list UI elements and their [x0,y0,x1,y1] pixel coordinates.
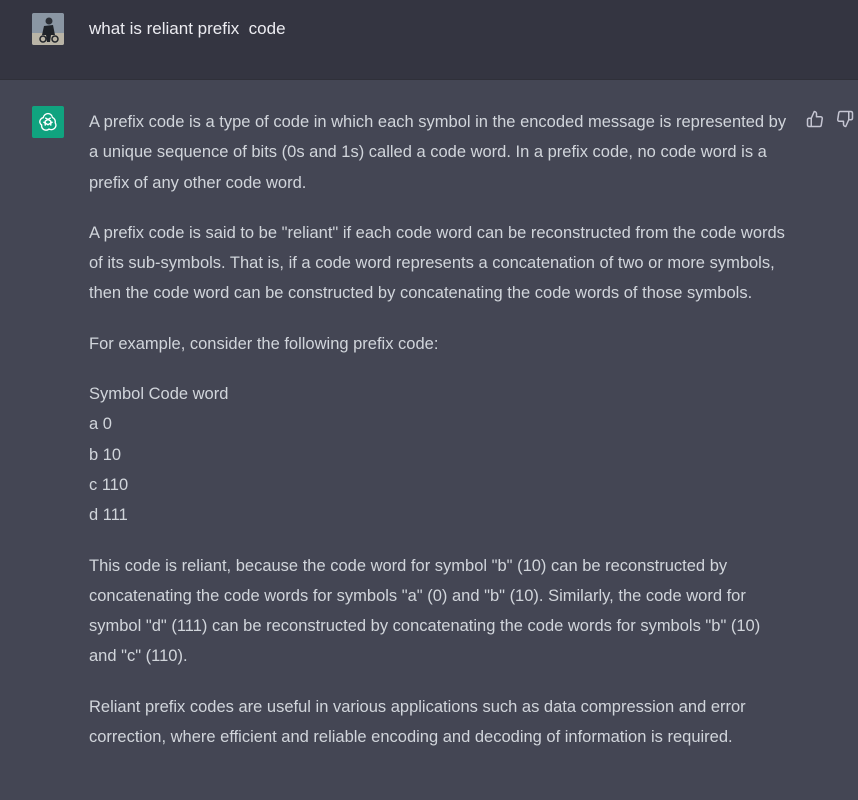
code-table [89,379,789,530]
code-table-row: b 10 [89,445,122,464]
user-message-row [0,0,858,80]
code-table-row: a 0 [89,415,112,434]
code-table-row: c 110 [89,475,129,494]
user-avatar [32,13,64,45]
answer-paragraph-6: Reliant prefix codes are useful in various applications such as data compression and error correction, where efficient and reliable encoding and decoding of information is required. [89,697,746,747]
answer-paragraph-1: A prefix code is a type of code in which each symbol in the encoded message is represented by a unique sequence of bits (0s and 1s) called a code word. In a prefix code, no code word is a prefix of any other code word. [89,113,787,192]
thumbs-down-icon [836,110,854,128]
answer-paragraph-3: For example, consider the following prefix code: [89,334,439,353]
thumbs-down-button[interactable] [836,110,856,130]
code-table-row: d 111 [89,506,128,525]
openai-logo-icon [32,106,64,138]
user-message-text: what is reliant prefix code [89,19,286,38]
assistant-answer [89,107,789,772]
answer-paragraph-5: This code is reliant, because the code word for symbol "b" (10) can be reconstructed by concatenating the code words for symbols "a" (0) and "b" (10). Similarly, the code word for symbol "d" (111) can be reconstructed by concatenating the code words for symbols "b" (10) and "c" (110). [89,556,761,666]
thumbs-up-button[interactable] [806,110,826,130]
assistant-message-row [0,80,858,800]
code-table-header: Symbol Code word [89,385,229,404]
thumbs-up-icon [806,110,824,128]
answer-paragraph-2: A prefix code is said to be "reliant" if each code word can be reconstructed from the code words of its sub-symbols. That is, if a code word represents a concatenation of two or more symbols, then the code word can be constructed by concatenating the code words of those symbols. [89,223,785,303]
